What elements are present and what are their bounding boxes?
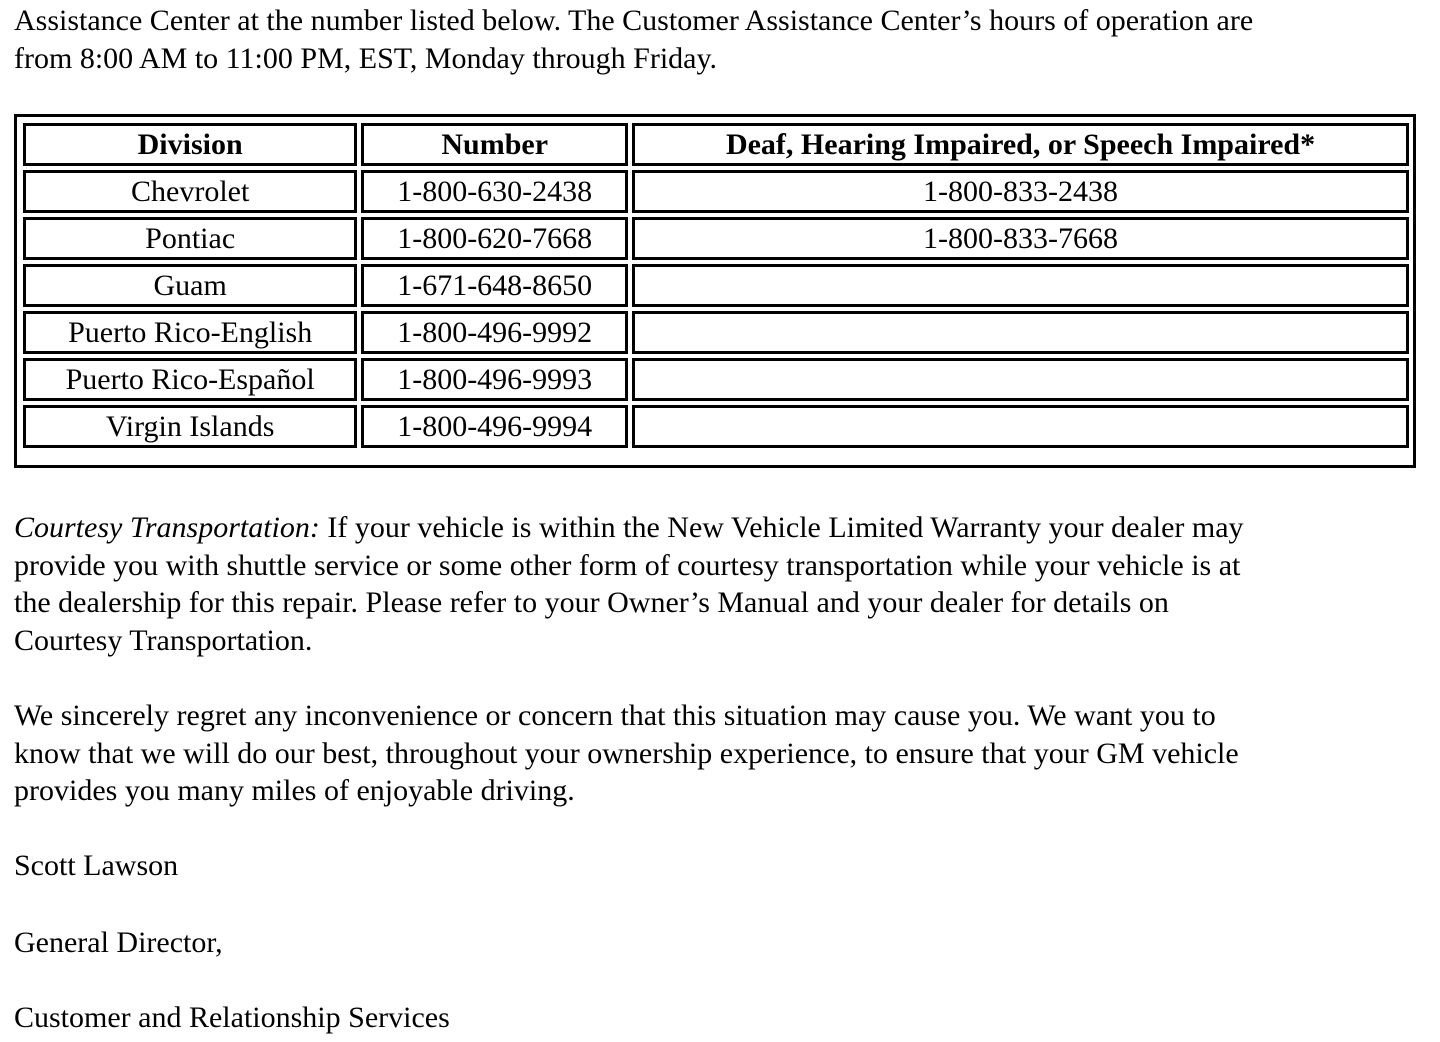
table-header-row (23, 123, 1409, 166)
number-cell: 1-800-630-2438 (361, 170, 628, 213)
header-number: Number (361, 123, 628, 166)
division-cell: Pontiac (23, 217, 357, 260)
table-row (23, 170, 1409, 213)
courtesy-line-1 (14, 509, 1424, 547)
tty-cell (632, 405, 1409, 448)
courtesy-paragraph (14, 509, 1424, 659)
regret-line-3: provides you many miles of enjoyable driving. (14, 774, 575, 807)
regret-line-1: We sincerely regret any inconvenience or concern that this situation may cause you. We want you to (14, 699, 1216, 732)
signature-department: Customer and Relationship Services (14, 1001, 450, 1034)
header-division: Division (23, 123, 357, 166)
tty-cell (632, 311, 1409, 354)
table-row (23, 358, 1409, 401)
signature-title: General Director, (14, 926, 223, 959)
number-cell: 1-671-648-8650 (361, 264, 628, 307)
courtesy-line-3: the dealership for this repair. Please refer to your Owner’s Manual and your dealer for details on (14, 586, 1169, 619)
intro-line-2: from 8:00 AM to 11:00 PM, EST, Monday through Friday. (14, 41, 718, 75)
contact-table (19, 119, 1413, 452)
tty-cell (632, 358, 1409, 401)
division-cell: Puerto Rico-Español (23, 358, 357, 401)
table-row (23, 217, 1409, 260)
number-cell: 1-800-496-9994 (361, 405, 628, 448)
intro-line-1: Assistance Center at the number listed below. The Customer Assistance Center’s hours of operation are (14, 4, 1254, 37)
regret-line-2: know that we will do our best, throughout your ownership experience, to ensure that your GM vehicle (14, 736, 1239, 770)
number-cell: 1-800-620-7668 (361, 217, 628, 260)
tty-cell: 1-800-833-2438 (632, 170, 1409, 213)
division-cell: Guam (23, 264, 357, 307)
courtesy-heading: Courtesy Transportation: (14, 511, 320, 544)
tty-cell: 1-800-833-7668 (632, 217, 1409, 260)
number-cell: 1-800-496-9992 (361, 311, 628, 354)
courtesy-line-4: Courtesy Transportation. (14, 623, 313, 657)
division-cell: Chevrolet (23, 170, 357, 213)
division-cell: Virgin Islands (23, 405, 357, 448)
table-row (23, 264, 1409, 307)
contact-table-frame (14, 114, 1416, 468)
table-row (23, 311, 1409, 354)
signature-name: Scott Lawson (14, 849, 179, 882)
intro-paragraph (14, 2, 1424, 77)
courtesy-line-1-text: If your vehicle is within the New Vehicle Limited Warranty your dealer may (319, 511, 1244, 544)
regret-paragraph (14, 697, 1424, 810)
tty-cell (632, 264, 1409, 307)
courtesy-line-2: provide you with shuttle service or some other form of courtesy transportation while your vehicle is at (14, 548, 1241, 582)
division-cell: Puerto Rico-English (23, 311, 357, 354)
number-cell: 1-800-496-9993 (361, 358, 628, 401)
table-row (23, 405, 1409, 448)
header-tty: Deaf, Hearing Impaired, or Speech Impaired* (632, 123, 1409, 166)
